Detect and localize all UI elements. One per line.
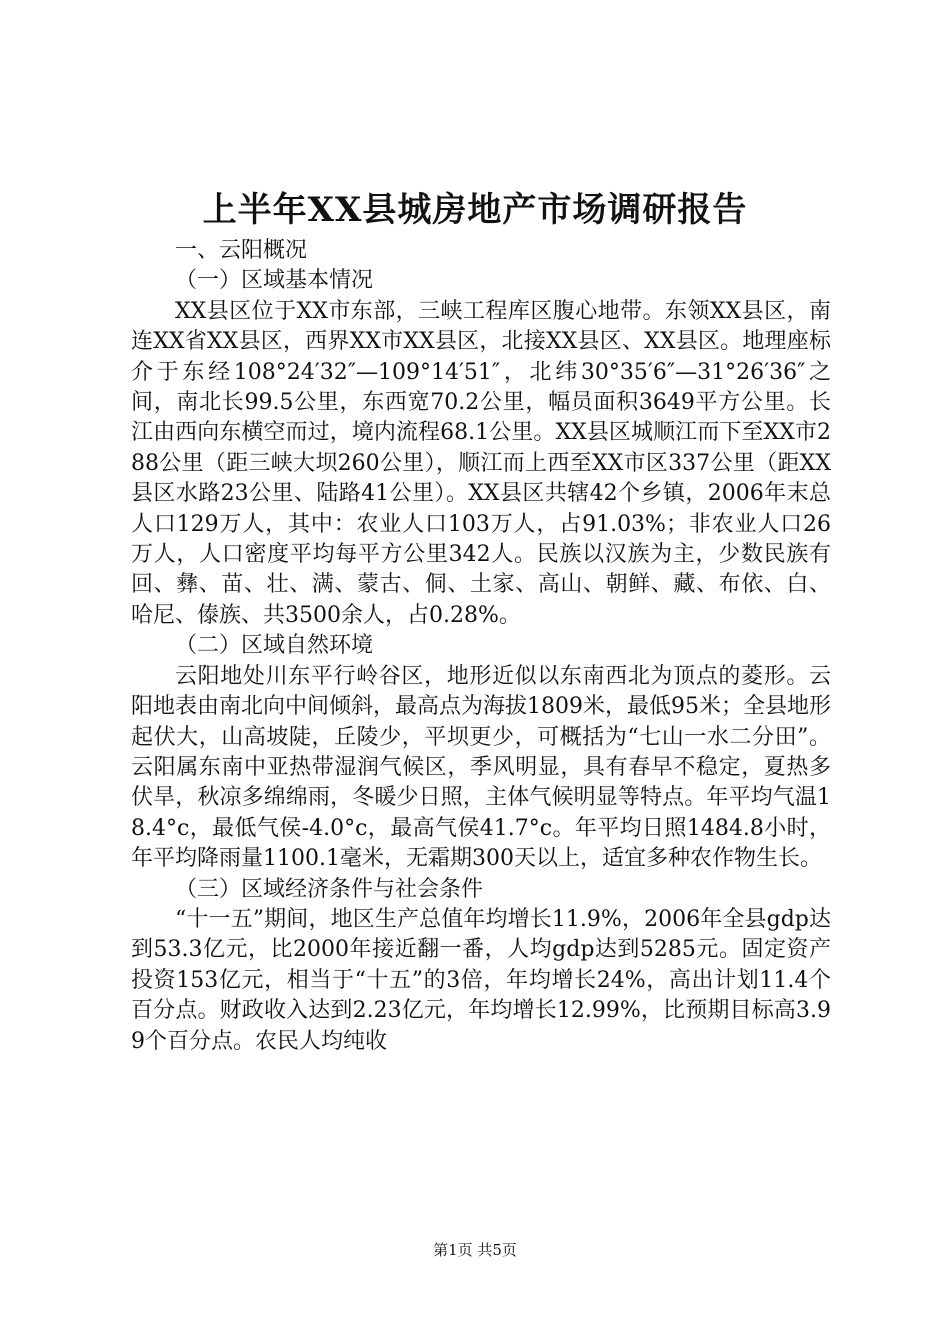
subsection-heading: （一）区域基本情况 [175,268,374,294]
section-heading: 一、云阳概况 [175,238,308,263]
document-title: 上半年XX县城房地产市场调研报告 [202,190,748,230]
document-body [131,236,831,1057]
paragraph: XX县区位于XX市东部，三峡工程库区腹心地带。东领XX县区，南连XX省XX县区，西界XX市XX县区，北接XX县区、XX县区。地理座标介于东经108°24′32″—109°14′51″，北纬30°35′6″—31°26′36″之间，南北长99.5公里，东西宽70.2公里，幅员面积3649平方公里。长江由西向东横空而过，境内流程68.1公里。XX县区城顺江而下至XX市288公里（距三峡大坝260公里），顺江而上西至XX市区337公里（距XX县区水路23公里、陆路41公里）。XX县区共辖42个乡镇，2006年末总人口129万人，其中：农业人口103万人，占91.03%；非农业人口26万人，人口密度平均每平方公里342人。民族以汉族为主，少数民族有回、彝、苗、壮、满、蒙古、侗、土家、高山、朝鲜、藏、布依、白、哈尼、傣族、共3500余人，占0.28%。 [131,298,831,628]
paragraph: “十一五”期间，地区生产总值年均增长11.9%，2006年全县gdp达到53.3亿元，比2000年接近翻一番，人均gdp达到5285元。固定资产投资153亿元，相当于“十五”的3倍，年均增长24%，高出计划11.4个百分点。财政收入达到2.23亿元，年均增长12.99%，比预期目标高3.99个百分点。农民人均纯收 [131,906,831,1054]
subsection-heading: （二）区域自然环境 [175,633,374,659]
page-footer: 第1页 共5页 [433,1241,517,1259]
paragraph: 云阳地处川东平行岭谷区，地形近似以东南西北为顶点的菱形。云阳地表由南北向中间倾斜，最高点为海拔1809米，最低95米；全县地形起伏大，山高坡陡，丘陵少，平坝更少，可概括为“七山一水二分田”。云阳属东南中亚热带湿润气候区，季风明显，具有春早不稳定，夏热多伏旱，秋凉多绵绵雨，冬暖少日照，主体气候明显等特点。年平均气温18.4°c，最低气侯-4.0°c，最高气侯41.7°c。年平均日照1484.8小时，年平均降雨量1100.1毫米，无霜期300天以上，适宜多种农作物生长。 [131,663,831,872]
subsection-heading: （三）区域经济条件与社会条件 [175,876,484,902]
